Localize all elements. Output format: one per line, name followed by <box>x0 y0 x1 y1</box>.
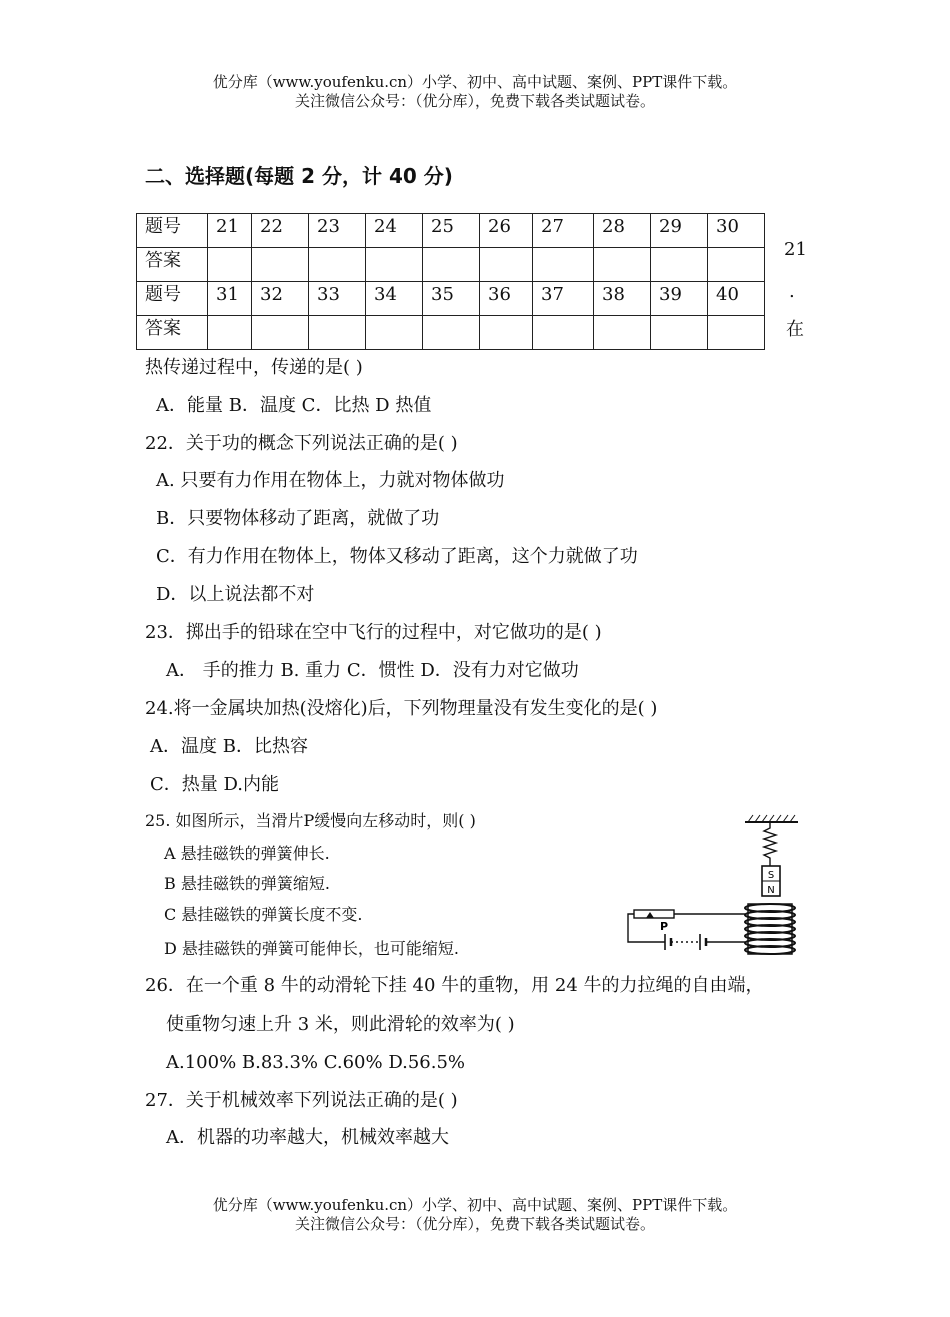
q22-option-c: C．有力作用在物体上，物体又移动了距离，这个力就做了功 <box>156 546 638 567</box>
question-number-cell: 22 <box>252 214 309 248</box>
q21-stem: 热传递过程中，传递的是( ) <box>145 357 363 378</box>
answer-cell <box>708 248 765 282</box>
slider-p-label: P <box>660 920 669 933</box>
q25-option-c: C 悬挂磁铁的弹簧长度不变. <box>164 905 363 924</box>
question-number-cell: 25 <box>423 214 480 248</box>
question-number-cell: 23 <box>309 214 366 248</box>
question-number-cell: 24 <box>366 214 423 248</box>
question-number-cell: 35 <box>423 282 480 316</box>
answer-cell <box>423 316 480 350</box>
table-row-answers-2 <box>137 316 765 350</box>
answer-cell <box>208 248 252 282</box>
answer-table <box>136 213 765 350</box>
row-label-answer: 答案 <box>137 248 208 282</box>
q27-option-a: A．机器的功率越大，机械效率越大 <box>166 1127 449 1148</box>
answer-cell <box>651 316 708 350</box>
q24-options-row-1: A．温度 B．比热容 <box>150 736 308 757</box>
electromagnet-figure <box>620 812 810 962</box>
answer-cell <box>208 316 252 350</box>
question-number-cell: 39 <box>651 282 708 316</box>
q26-options: A.100% B.83.3% C.60% D.56.5% <box>166 1052 466 1073</box>
q25-option-b: B 悬挂磁铁的弹簧缩短. <box>164 874 330 893</box>
question-number-cell: 28 <box>594 214 651 248</box>
answer-cell <box>594 316 651 350</box>
q22-option-b: B．只要物体移动了距离，就做了功 <box>156 508 440 529</box>
answer-cell <box>252 248 309 282</box>
answer-cell <box>651 248 708 282</box>
header-line-2: 关注微信公众号：（优分库），免费下载各类试题试卷。 <box>294 92 655 110</box>
q24-stem: 24.将一金属块加热(没熔化)后，下列物理量没有发生变化的是( ) <box>145 698 658 719</box>
rheostat <box>634 910 674 918</box>
question-number-cell: 38 <box>594 282 651 316</box>
answer-cell <box>423 248 480 282</box>
table-row-numbers-2 <box>137 282 765 316</box>
row-label-answer: 答案 <box>137 316 208 350</box>
magnet-n-label: N <box>767 885 775 896</box>
q21-number: 21 <box>784 239 807 260</box>
q25-stem: 25. 如图所示，当滑片P缓慢向左移动时，则( ) <box>145 811 476 830</box>
ceiling-hatch <box>748 815 795 822</box>
q26-stem: 26．在一个重 8 牛的动滑轮下挂 40 牛的重物，用 24 牛的力拉绳的自由端， <box>145 975 764 996</box>
question-number-cell: 26 <box>480 214 533 248</box>
question-number-cell: 37 <box>533 282 594 316</box>
q23-stem: 23．掷出手的铅球在空中飞行的过程中，对它做功的是( ) <box>145 622 602 643</box>
question-number-cell: 36 <box>480 282 533 316</box>
question-number-cell: 30 <box>708 214 765 248</box>
row-label-number: 题号 <box>137 214 208 248</box>
q22-option-d: D．以上说法都不对 <box>156 584 315 605</box>
question-number-cell: 32 <box>252 282 309 316</box>
q21-zai: 在 <box>786 319 804 340</box>
answer-cell <box>252 316 309 350</box>
q25-option-a: A 悬挂磁铁的弹簧伸长. <box>164 844 330 863</box>
q22-option-a: A. 只要有力作用在物体上，力就对物体做功 <box>156 470 505 491</box>
question-number-cell: 27 <box>533 214 594 248</box>
row-label-number: 题号 <box>137 282 208 316</box>
q27-stem: 27．关于机械效率下列说法正确的是( ) <box>145 1090 458 1111</box>
answer-cell <box>480 316 533 350</box>
answer-cell <box>708 316 765 350</box>
q22-stem: 22．关于功的概念下列说法正确的是( ) <box>145 433 458 454</box>
answer-cell <box>480 248 533 282</box>
answer-cell <box>533 316 594 350</box>
q24-options-row-2: C．热量 D.内能 <box>150 774 280 795</box>
answer-cell <box>594 248 651 282</box>
footer-line-2: 关注微信公众号：（优分库），免费下载各类试题试卷。 <box>294 1215 655 1233</box>
answer-cell <box>309 248 366 282</box>
question-number-cell: 40 <box>708 282 765 316</box>
footer-line-1: 优分库（www.youfenku.cn）小学、初中、高中试题、案例、PPT课件下载。 <box>212 1196 738 1214</box>
q26-stem-2: 使重物匀速上升 3 米，则此滑轮的效率为( ) <box>166 1014 515 1035</box>
answer-cell <box>366 316 423 350</box>
answer-cell <box>533 248 594 282</box>
question-number-cell: 21 <box>208 214 252 248</box>
magnet-s-label: S <box>767 870 775 881</box>
question-number-cell: 34 <box>366 282 423 316</box>
question-number-cell: 29 <box>651 214 708 248</box>
spring <box>764 822 776 866</box>
q23-options: A． 手的推力 B. 重力 C．惯性 D．没有力对它做功 <box>166 660 579 681</box>
q21-dot: . <box>789 281 795 302</box>
question-number-cell: 33 <box>309 282 366 316</box>
answer-cell <box>366 248 423 282</box>
answer-cell <box>309 316 366 350</box>
table-row-answers-1 <box>137 248 765 282</box>
q25-option-d: D 悬挂磁铁的弹簧可能伸长，也可能缩短. <box>164 939 460 958</box>
header-line-1: 优分库（www.youfenku.cn）小学、初中、高中试题、案例、PPT课件下载。 <box>212 73 738 91</box>
table-row-numbers-1 <box>137 214 765 248</box>
q21-options: A．能量 B．温度 C．比热 D 热值 <box>156 395 432 416</box>
question-number-cell: 31 <box>208 282 252 316</box>
section-title: 二、选择题(每题 2 分，计 40 分) <box>145 164 453 188</box>
